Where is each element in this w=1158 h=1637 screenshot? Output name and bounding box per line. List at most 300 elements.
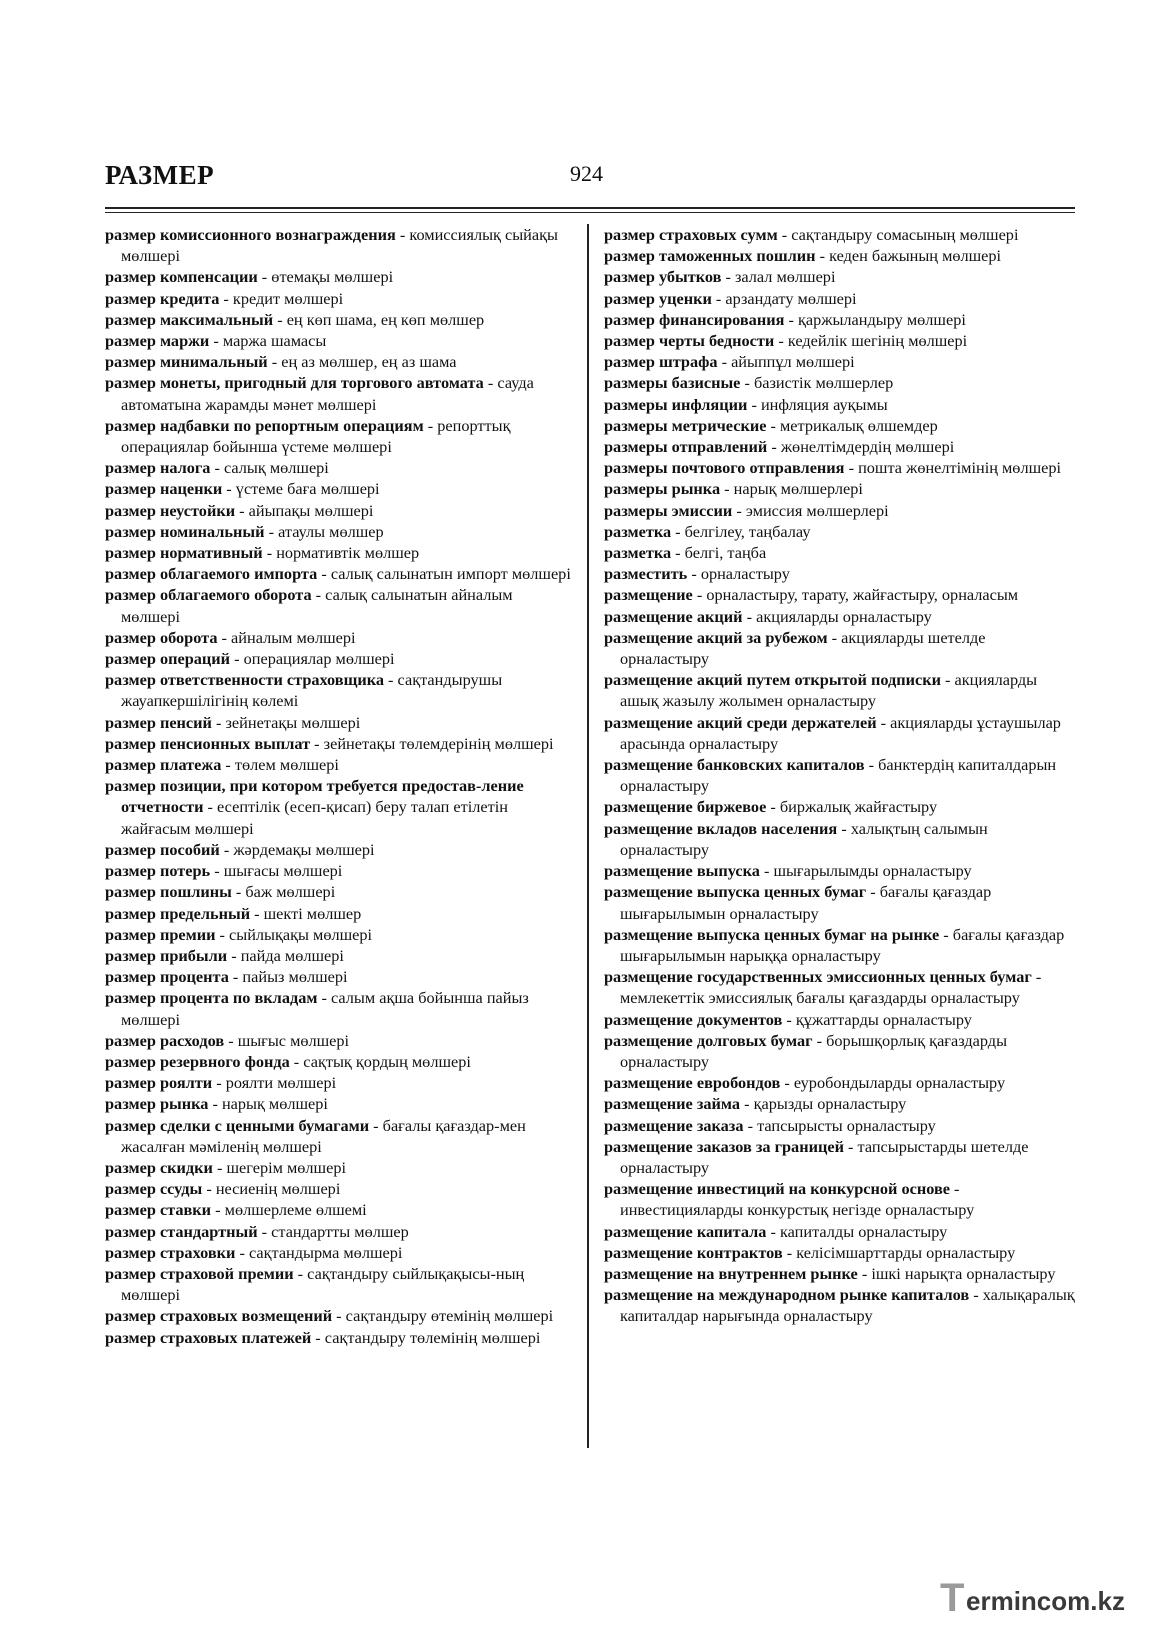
entry-definition: орналастыру [700,564,790,584]
dictionary-entry [604,1115,1076,1136]
dictionary-entry [604,500,1076,521]
dictionary-entry [105,542,575,563]
entry-separator: - [227,945,241,965]
entry-separator: - [208,1094,222,1114]
dictionary-entry [105,1157,575,1178]
entry-definition: мөлшерлеме өлшемі [224,1200,367,1220]
entry-term: размещение заказа [604,1115,744,1135]
entry-definition: инвестицияларды конкурстық негізде орналастыру [620,1200,975,1220]
entry-separator: - [766,797,780,817]
entry-term: размещение акций среди держателей [604,712,877,732]
dictionary-entry [105,1263,575,1305]
dictionary-entry [604,478,1076,499]
entry-term: размер операций [105,649,231,669]
entry-term: размер прибыли [105,945,228,965]
dictionary-entry [105,1093,575,1114]
entry-separator: - [369,1115,383,1135]
entry-definition: кеден бажының мөлшері [829,246,1002,266]
dictionary-entry [105,903,575,924]
dictionary-entry [604,606,1076,627]
running-head-word: РАЗМЕР [105,160,215,190]
entry-definition: шығыс мөлшері [237,1030,350,1050]
entry-definition: төлем мөлшері [234,755,339,775]
dictionary-entry [604,1072,1076,1093]
entry-separator: - [423,415,438,435]
dictionary-entry [604,542,1076,563]
entry-separator: - [774,331,788,351]
entry-definition: шекті мөлшер [263,903,362,923]
entry-term: размер пошлины [105,882,232,902]
entry-term: размеры инфляции [604,394,748,414]
dictionary-entry [604,1093,1076,1114]
dictionary-entry [604,627,1076,669]
entry-term: размер страховки [105,1242,236,1262]
entry-term: разместить [604,564,688,584]
entry-separator: - [317,988,331,1008]
dictionary-entry [105,924,575,945]
entry-term: размещение заказов за границей [604,1136,844,1156]
entry-definition: ең көп шама, ең көп мөлшер [286,309,485,329]
logo-text: ermincom.kz [966,1586,1125,1616]
dictionary-entry [604,796,1076,817]
entry-definition: еуробондыларды орналастыру [793,1073,1006,1093]
entry-definition: сақтандыру сыйлықақысы-ның мөлшері [121,1263,525,1305]
dictionary-entry [604,1221,1076,1242]
entry-definition: шегерім мөлшері [226,1157,346,1177]
dictionary-entry [105,478,575,499]
dictionary-entry [604,436,1076,457]
dictionary-entry [604,245,1076,266]
entry-separator: - [289,1051,304,1071]
entry-definition: кедейлік шегінің мөлшері [787,331,968,351]
entry-term: размещение [604,585,693,605]
dictionary-entry [105,224,575,266]
dictionary-entry [604,1284,1076,1326]
entry-separator: - [395,225,410,244]
dictionary-entry [604,394,1076,415]
dictionary-entry [604,372,1076,393]
entry-separator: - [250,903,264,923]
entry-term: размер платежа [105,755,222,775]
entry-term: размер позиции, при котором требуется предостав-ление отчетности [105,776,524,817]
entry-definition: есептілік (есеп-қисап) беру талап етілетін жайғасым мөлшері [121,797,509,838]
dictionary-entry [604,1263,1076,1284]
dictionary-entry [105,712,575,733]
entry-separator: - [940,670,955,690]
entry-separator: - [212,1073,226,1093]
entry-term: размер таможенных пошлин [604,246,816,266]
dictionary-entry [105,1327,575,1348]
entry-term: размещение контрактов [604,1242,783,1262]
entry-separator: - [876,712,891,732]
entry-separator: - [310,733,324,753]
entry-definition: стандартты мөлшер [271,1221,409,1241]
entry-definition: қаржыландыру мөлшері [797,309,966,329]
dictionary-entry [105,351,575,372]
dictionary-entry [105,584,575,626]
entry-separator: - [202,1179,216,1199]
entry-separator: - [717,352,732,372]
header-rule-thin [105,212,1075,213]
entry-separator: - [212,1157,227,1177]
dictionary-entry [105,457,575,478]
dictionary-entry [105,415,575,457]
entry-separator: - [257,1221,272,1241]
entry-separator: - [743,1115,758,1135]
entry-definition: салық салынатын айналым мөлшері [121,585,513,626]
entry-term: размещение на внутреннем рынке [604,1263,858,1283]
entry-definition: банктердің капиталдарын орналастыру [620,755,1057,796]
dictionary-entry [105,1305,575,1326]
entry-separator: - [317,564,331,584]
entry-definition: сақтандырма мөлшері [248,1242,403,1262]
dictionary-entry [105,733,575,754]
entry-separator: - [687,564,701,584]
entry-term: размер черты бедности [604,331,775,351]
dictionary-entry [105,987,575,1029]
entry-term: размеры отправлений [604,437,768,457]
entry-term: размер номинальный [105,521,265,541]
dictionary-entry [105,288,575,309]
dictionary-entry [105,881,575,902]
entry-term: размер облагаемого импорта [105,564,318,584]
entry-term: размер нормативный [105,543,263,563]
dictionary-entry [105,775,575,839]
entry-separator: - [711,288,726,308]
entry-definition: базистік мөлшерлер [753,373,894,393]
entry-term: размер максимальный [105,309,274,329]
entry-definition: құжаттарды орналастыру [795,1009,972,1029]
entry-term: размер надбавки по репортным операциям [105,415,424,435]
dictionary-entry [105,669,575,711]
entry-term: размеры метрические [604,415,767,435]
right-column [604,224,1076,1327]
entry-separator: - [827,627,842,647]
entry-separator: - [221,755,235,775]
entry-definition: пошта жөнелтімінің мөлшері [858,458,1061,478]
entry-separator: - [766,415,780,435]
entry-term: размер маржи [105,331,210,351]
entry-separator: - [1031,967,1042,987]
dictionary-entry [604,924,1076,966]
dictionary-entry [105,1199,575,1220]
dictionary-entry [105,372,575,414]
entry-term: размещение вкладов населения [604,818,838,838]
entry-separator: - [782,1242,797,1262]
entry-separator: - [230,649,244,669]
entry-separator: - [949,1179,960,1199]
entry-definition: белгілеу, таңбалау [684,521,811,541]
dictionary-entry [604,330,1076,351]
entry-separator: - [671,521,685,541]
entry-term: размеры базисные [604,373,741,393]
entry-definition: орналастыру, тарату, жайғастыру, орналасым [706,585,1019,605]
entry-term: размер монеты, пригодный для торгового автомата [105,373,484,393]
entry-definition: несиенің мөлшері [215,1179,341,1199]
entry-separator: - [224,1030,238,1050]
entry-definition: пайда мөлшері [240,945,344,965]
entry-definition: тапсырысты орналастыру [757,1115,936,1135]
entry-separator: - [383,670,398,690]
left-column [105,224,575,1348]
entry-definition: капиталды орналастыру [780,1221,948,1241]
entry-definition: маржа шамасы [222,331,327,351]
entry-separator: - [483,373,498,393]
entry-separator: - [857,1263,872,1283]
entry-term: размер роялти [105,1073,213,1093]
entry-term: размер процента [105,967,229,987]
column-divider [587,224,589,1448]
entry-definition: инфляция ауқымы [760,394,888,414]
entry-definition: айыппұл мөлшері [731,352,855,372]
header-rule [105,207,1075,209]
entry-term: размещение акций путем открытой подписки [604,670,941,690]
logo-initial: T [940,1576,963,1620]
entry-separator: - [742,606,757,626]
entry-separator: - [203,797,218,817]
terminkom-logo [940,1578,1140,1622]
entry-separator: - [210,458,224,478]
entry-separator: - [222,479,236,499]
entry-separator: - [844,458,859,478]
entry-definition: баж мөлшері [245,882,336,902]
entry-definition: сақтық қордың мөлшері [303,1051,471,1071]
dictionary-entry [105,966,575,987]
dictionary-entry [105,309,575,330]
dictionary-entry [604,1030,1076,1072]
entry-term: размещение документов [604,1009,783,1029]
entry-definition: кредит мөлшері [232,288,344,308]
entry-separator: - [231,882,246,902]
entry-definition: халықаралық капиталдар нарығында орналастыру [620,1285,1075,1326]
entry-term: размер сделки с ценными бумагами [105,1115,370,1135]
entry-term: размер скидки [105,1157,213,1177]
page-header [105,158,1075,204]
dictionary-entry [105,1030,575,1051]
dictionary-entry [604,1009,1076,1030]
entry-definition: белгі, таңба [684,543,767,563]
entry-separator: - [211,712,226,732]
dictionary-entry [604,266,1076,287]
entry-term: размер рынка [105,1094,209,1114]
entry-term: размер резервного фонда [105,1051,290,1071]
entry-separator: - [215,924,230,944]
entry-term: размер страховых платежей [105,1327,312,1347]
dictionary-entry [604,669,1076,711]
entry-definition: үстеме баға мөлшері [235,479,380,499]
entry-separator: - [732,500,746,520]
entry-definition: акцияларды ашық жазылу жолымен орналастыру [620,670,1038,711]
entry-term: размер страховой премии [105,1263,294,1283]
dictionary-entry [105,945,575,966]
entry-definition: нарық мөлшері [221,1094,328,1114]
entry-term: размер облагаемого оборота [105,585,312,605]
entry-definition: тапсырыстарды шетелде орналастыру [620,1136,1029,1177]
dictionary-entry [604,966,1076,1008]
dictionary-entry [105,627,575,648]
entry-term: размер потерь [105,861,211,881]
entry-separator: - [720,479,734,499]
dictionary-entry [604,351,1076,372]
entry-definition: сауда автоматына жарамды мəнет мөлшері [121,373,534,414]
entry-term: разметка [604,543,672,563]
entry-term: размер процента по вкладам [105,988,318,1008]
dictionary-entry [105,1221,575,1242]
entry-term: размещение выпуска ценных бумаг [604,882,867,902]
entry-definition: ең аз мөлшер, ең аз шама [281,352,457,372]
dictionary-entry [604,712,1076,754]
entry-definition: өтемақы мөлшері [271,267,394,287]
entry-separator: - [740,373,754,393]
entry-term: размер страховых возмещений [105,1306,333,1326]
entry-definition: акцияларды шетелде орналастыру [620,627,986,669]
entry-separator: - [219,839,234,859]
entry-term: размер пенсионных выплат [105,733,311,753]
entry-separator: - [866,882,880,902]
dictionary-entry [604,521,1076,542]
entry-definition: атаулы мөлшер [278,521,384,541]
entry-separator: - [209,331,223,351]
entry-separator: - [211,1200,225,1220]
entry-definition: келісімшарттарды орналастыру [796,1242,1016,1262]
entry-definition: халықтың салымын орналастыру [620,818,988,859]
entry-definition: сақтандырушы жауапкершілігінің көлемі [121,670,503,711]
entry-definition: метрикалық өлшемдер [780,415,938,435]
entry-separator: - [837,818,851,838]
entry-separator: - [311,585,326,605]
entry-separator: - [262,543,277,563]
entry-definition: ішкі нарықта орналастыру [871,1263,1056,1283]
entry-definition: зейнетақы мөлшері [225,712,361,732]
entry-definition: қарызды орналастыру [753,1094,907,1114]
entry-definition: шығарылымды орналастыру [773,861,972,881]
entry-separator: - [210,861,224,881]
entry-definition: залал мөлшері [734,267,836,287]
dictionary-entry [105,563,575,584]
entry-definition: бағалы қағаздар-мен жасалған мəміленің мөлшері [121,1115,526,1156]
entry-term: размещение выпуска ценных бумаг на рынке [604,924,940,944]
entry-term: размер ответственности страховщика [105,670,384,690]
dictionary-entry [105,1051,575,1072]
entry-term: размер ссуды [105,1179,203,1199]
entry-definition: биржалық жайғастыру [779,797,938,817]
dictionary-entry [105,1178,575,1199]
entry-term: размер минимальный [105,352,268,372]
entry-term: размещение инвестиций на конкурсной основе [604,1179,950,1199]
entry-term: размер комиссионного вознаграждения [105,225,396,244]
dictionary-entry [105,1072,575,1093]
entry-separator: - [235,1242,249,1262]
entry-definition: жөнелтімдердің мөлшері [780,437,955,457]
entry-term: размер неустойки [105,500,236,520]
entry-definition: айналым мөлшері [231,627,356,647]
entry-term: размещение биржевое [604,797,767,817]
entry-separator: - [864,755,879,775]
dictionary-entry [105,648,575,669]
dictionary-entry [105,266,575,287]
entry-definition: арзандату мөлшері [725,288,857,308]
entry-separator: - [293,1263,308,1283]
entry-definition: сақтандыру төлемінің мөлшері [324,1327,541,1347]
dictionary-entry [604,415,1076,436]
entry-separator: - [939,924,953,944]
entry-separator: - [257,267,272,287]
entry-definition: сыйлықақы мөлшері [229,924,373,944]
dictionary-entry [105,1242,575,1263]
entry-separator: - [843,1136,858,1156]
entry-separator: - [267,352,282,372]
entry-term: размер стандартный [105,1221,258,1241]
entry-term: размещение на международном рынке капиталов [604,1285,970,1305]
dictionary-entry [604,309,1076,330]
entry-term: размеры почтового отправления [604,458,845,478]
entry-definition: мемлекеттік эмиссиялық бағалы қағаздарды орналастыру [620,988,1020,1008]
entry-separator: - [812,1030,827,1050]
entry-term: размер оборота [105,627,218,647]
dictionary-entry [604,1178,1076,1220]
entry-term: размер убытков [604,267,722,287]
dictionary-entry [604,818,1076,860]
entry-separator: - [784,309,798,329]
entry-term: размещение акций за рубежом [604,627,828,647]
dictionary-entry [604,1242,1076,1263]
dictionary-entry [604,754,1076,796]
entry-term: размещение акций [604,606,743,626]
dictionary-entry [604,1136,1076,1178]
dictionary-entry [105,860,575,881]
entry-separator: - [311,1327,325,1347]
entry-definition: салық салынатын импорт мөлшері [330,564,571,584]
entry-definition: роялти мөлшері [225,1073,337,1093]
entry-definition: зейнетақы төлемдерінің мөлшері [323,733,554,753]
entry-definition: салық мөлшері [224,458,329,478]
entry-term: размер финансирования [604,309,785,329]
entry-separator: - [777,225,792,244]
entry-term: размер предельный [105,903,251,923]
entry-separator: - [217,627,232,647]
entry-separator: - [780,1073,794,1093]
entry-term: размер компенсации [105,267,258,287]
dictionary-entry [105,754,575,775]
dictionary-entry [105,521,575,542]
entry-separator: - [767,437,781,457]
entry-term: размещение капитала [604,1221,767,1241]
entry-term: размещение долговых бумаг [604,1030,813,1050]
dictionary-entry [105,500,575,521]
entry-term: размещение евробондов [604,1073,781,1093]
entry-separator: - [759,861,774,881]
entry-term: размер наценки [105,479,223,499]
entry-separator: - [747,394,761,414]
entry-definition: бағалы қағаздар шығарылымын орналастыру [620,882,992,923]
entry-term: размер пенсий [105,712,212,732]
entry-term: разметка [604,521,672,541]
dictionary-entry [604,288,1076,309]
entry-term: размер пособий [105,839,220,859]
entry-term: размещение государственных эмиссионных ценных бумаг [604,967,1032,987]
dictionary-entry [105,330,575,351]
dictionary-entry [604,563,1076,584]
dictionary-entry [604,860,1076,881]
entry-separator: - [969,1285,983,1305]
entry-definition: борышқорлық қағаздарды орналастыру [620,1030,1008,1071]
entry-definition: акцияларды ұстаушылар арасында орналастыру [620,712,1061,753]
entry-definition: акцияларды орналастыру [756,606,932,626]
entry-definition: эмиссия мөлшерлері [745,500,889,520]
entry-definition: айыпақы мөлшері [248,500,374,520]
entry-term: размер расходов [105,1030,225,1050]
dictionary-entry [604,584,1076,605]
